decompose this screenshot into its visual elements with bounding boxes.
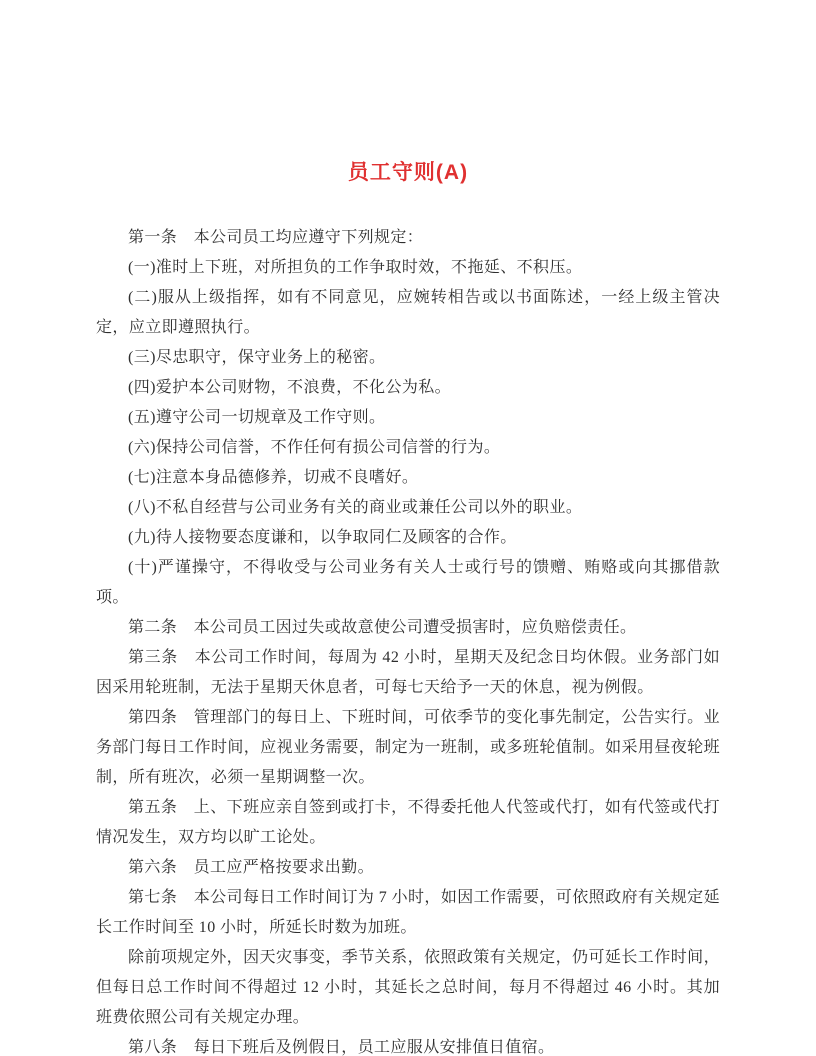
paragraph: (十)严谨操守，不得收受与公司业务有关人士或行号的馈赠、贿赂或向其挪借款项。 <box>96 559 720 606</box>
paragraph: 第三条 本公司工作时间，每周为 42 小时，星期天及纪念日均休假。业务部门如因采用轮班制，无法于星期天休息者，可每七天给予一天的休息，视为例假。 <box>96 649 720 696</box>
paragraph: (一)准时上下班，对所担负的工作争取时效，不拖延、不积压。 <box>128 259 583 276</box>
paragraph: 除前项规定外，因天灾事变，季节关系，依照政策有关规定，仍可延长工作时间，但每日总工作时间不得超过 12 小时，其延长之总时间，每月不得超过 46 小时。其加班费依照公司有关规定办理。 <box>96 949 720 1026</box>
document-body <box>96 223 720 1056</box>
paragraph: 第六条 员工应严格按要求出勤。 <box>128 859 375 876</box>
paragraph: 第四条 管理部门的每日上、下班时间，可依季节的变化事先制定，公告实行。业务部门每日工作时间，应视业务需要，制定为一班制，或多班轮值制。如采用昼夜轮班制，所有班次，必须一星期调整一次。 <box>96 709 720 786</box>
document-title: 员工守则(A) <box>347 161 469 184</box>
paragraph: (四)爱护本公司财物，不浪费，不化公为私。 <box>128 379 452 396</box>
paragraph: (六)保持公司信誉，不作任何有损公司信誉的行为。 <box>128 439 501 456</box>
paragraph: 第一条 本公司员工均应遵守下列规定： <box>128 229 424 246</box>
paragraph: 第七条 本公司每日工作时间订为 7 小时，如因工作需要，可依照政府有关规定延长工作时间至 10 小时，所延长时数为加班。 <box>96 889 720 936</box>
paragraph: 第五条 上、下班应亲自签到或打卡，不得委托他人代签或代打，如有代签或代打情况发生，双方均以旷工论处。 <box>96 799 720 846</box>
paragraph: (七)注意本身品德修养，切戒不良嗜好。 <box>128 469 419 486</box>
paragraph: (二)服从上级指挥，如有不同意见，应婉转相告或以书面陈述，一经上级主管决定，应立即遵照执行。 <box>96 289 720 336</box>
paragraph: 第二条 本公司员工因过失或故意使公司遭受损害时，应负赔偿责任。 <box>128 619 637 636</box>
paragraph: (三)尽忠职守，保守业务上的秘密。 <box>128 349 386 366</box>
paragraph: (九)待人接物要态度谦和，以争取同仁及顾客的合作。 <box>128 529 517 546</box>
paragraph: (八)不私自经营与公司业务有关的商业或兼任公司以外的职业。 <box>128 499 583 516</box>
paragraph: (五)遵守公司一切规章及工作守则。 <box>128 409 386 426</box>
paragraph: 第八条 每日下班后及例假日，员工应服从安排值日值宿。 <box>128 1039 555 1056</box>
